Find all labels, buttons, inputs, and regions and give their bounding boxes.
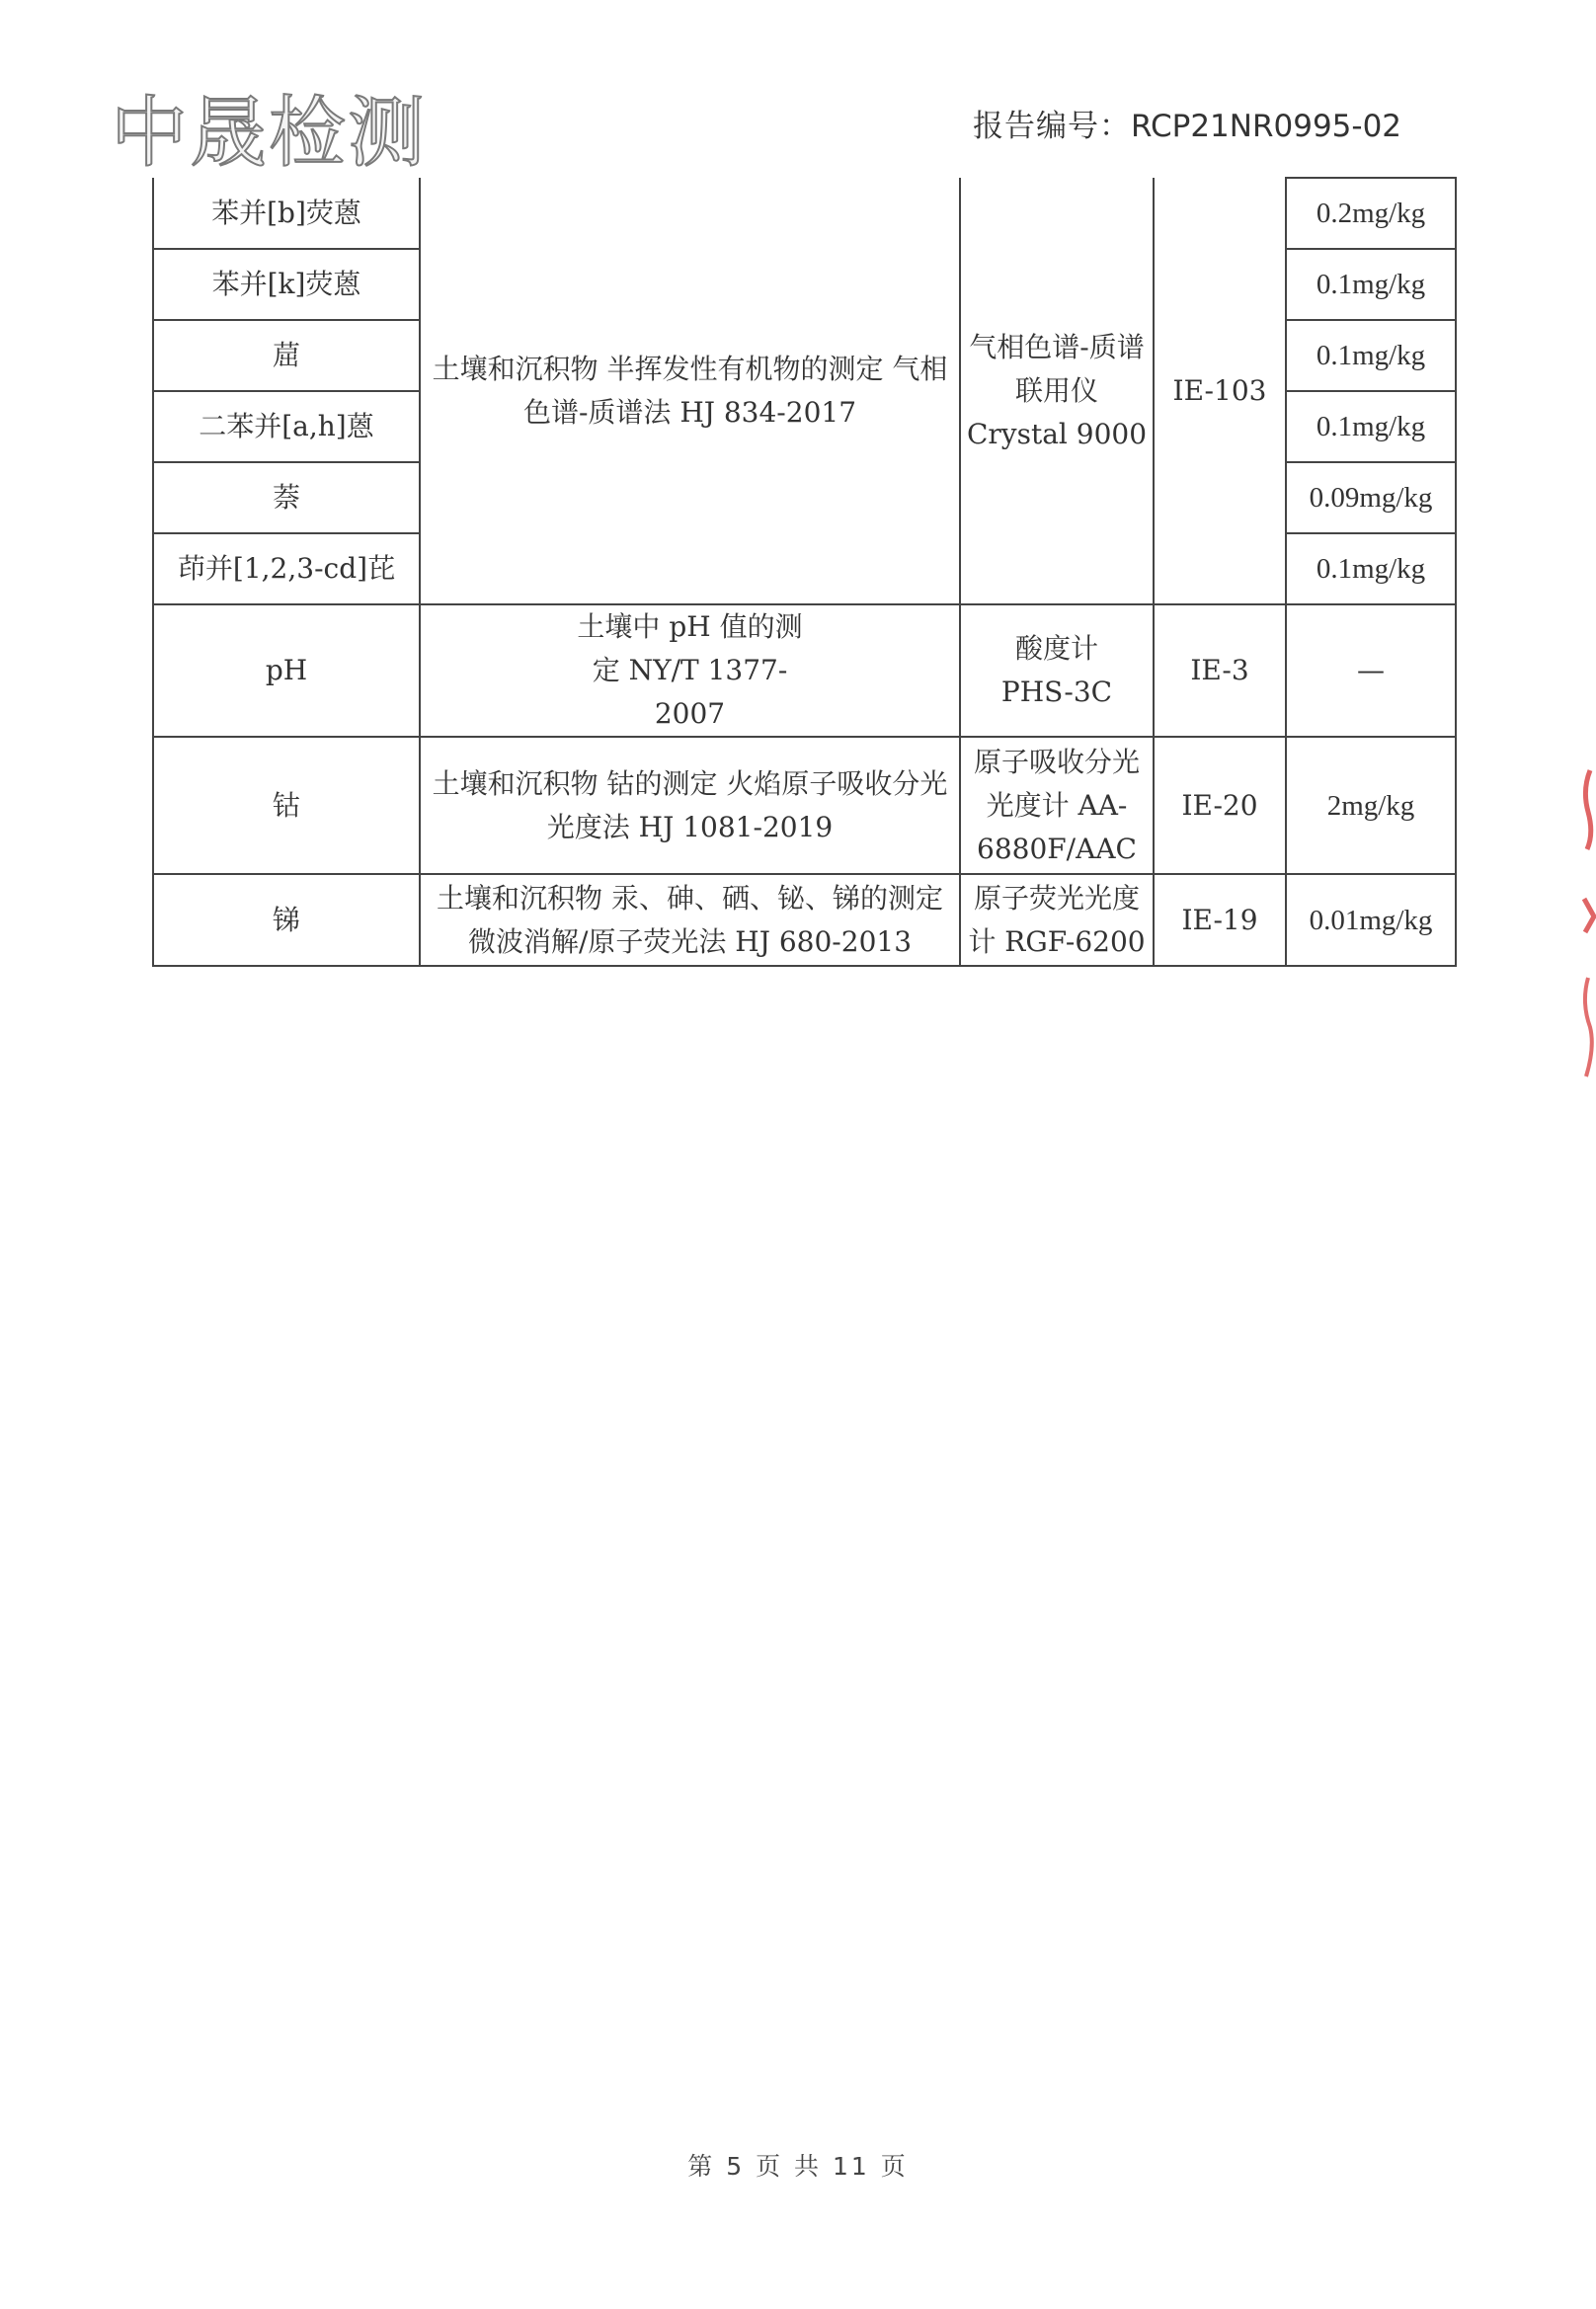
test-item: 二苯并[a,h]蒽 [153,391,420,462]
report-number-value: RCP21NR0995-02 [1131,109,1402,144]
table-row [153,604,1456,737]
stamp-mark [1584,899,1594,932]
detection-limit: 0.1mg/kg [1286,249,1456,320]
test-item: 钴 [153,737,420,874]
instrument-code: IE-20 [1154,737,1286,874]
stamp-mark [1585,770,1590,849]
test-item: 茚并[1,2,3-cd]芘 [153,533,420,604]
test-method: 土壤中 pH 值的测定 NY/T 1377-2007 [420,604,960,737]
test-instrument: 酸度计 PHS-3C [960,604,1154,737]
report-number [973,101,1401,145]
instrument-code: IE-3 [1154,604,1286,737]
detection-limit: 2mg/kg [1286,737,1456,874]
test-item: pH [153,604,420,737]
detection-limit: — [1286,604,1456,737]
test-instrument: 原子荧光光度计 RGF-6200 [960,874,1154,966]
instrument-code: IE-19 [1154,874,1286,966]
stamp-mark [1585,978,1592,1076]
test-method: 土壤和沉积物 半挥发性有机物的测定 气相色谱-质谱法 HJ 834-2017 [420,178,960,604]
report-number-label: 报告编号： [973,109,1131,144]
test-instrument: 原子吸收分光光度计 AA-6880F/AAC [960,737,1154,874]
page-number: 第 5 页 共 11 页 [687,2152,909,2181]
test-item: 苯并[b]荧蒽 [153,178,420,249]
test-item: 萘 [153,462,420,533]
red-seal-stamp [1576,751,1596,1096]
detection-limit: 0.1mg/kg [1286,533,1456,604]
test-method: 土壤和沉积物 钴的测定 火焰原子吸收分光光度法 HJ 1081-2019 [420,737,960,874]
test-item: 锑 [153,874,420,966]
detection-limit: 0.09mg/kg [1286,462,1456,533]
table-row [153,178,1456,249]
company-logo: 中晟检测 [111,89,428,178]
instrument-code: IE-103 [1154,178,1286,604]
test-item: 苯并[k]荧蒽 [153,249,420,320]
test-item: 䓛 [153,320,420,391]
test-instrument: 气相色谱-质谱联用仪 Crystal 9000 [960,178,1154,604]
table-row [153,737,1456,874]
test-method-table [152,177,1457,967]
test-method: 土壤和沉积物 汞、砷、硒、铋、锑的测定 微波消解/原子荧光法 HJ 680-2013 [420,874,960,966]
detection-limit: 0.2mg/kg [1286,178,1456,249]
table-row [153,874,1456,966]
detection-limit: 0.1mg/kg [1286,391,1456,462]
detection-limit: 0.1mg/kg [1286,320,1456,391]
detection-limit: 0.01mg/kg [1286,874,1456,966]
